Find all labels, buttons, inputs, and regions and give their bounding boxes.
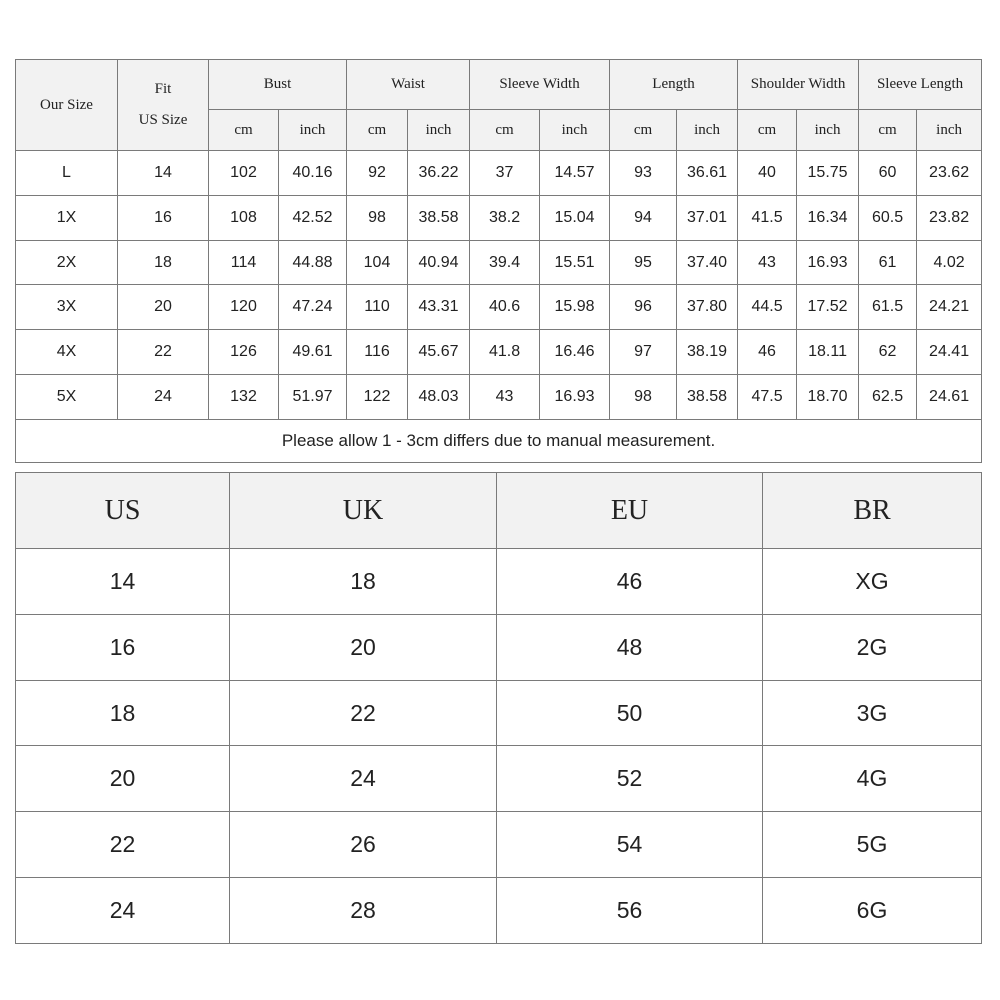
measurement-cell: 39.4 [470,240,540,285]
size-row [16,330,982,375]
measurement-cell: 4.02 [917,240,982,285]
measurement-cell: 23.82 [917,195,982,240]
measurement-cell: 41.8 [470,330,540,375]
header-us: US [16,473,230,549]
size-chart-table [15,59,982,463]
our-size-cell: 4X [16,330,118,375]
measurement-cell: 38.58 [408,195,470,240]
unit-inch: inch [540,110,610,151]
measurement-cell: 24.21 [917,285,982,330]
uk-size-cell: 26 [230,812,497,878]
our-size-cell: 3X [16,285,118,330]
us-size-cell: 14 [118,151,209,196]
eu-size-cell: 56 [497,878,763,944]
measurement-cell: 49.61 [279,330,347,375]
measurement-cell: 61.5 [859,285,917,330]
br-size-cell: XG [763,549,982,615]
unit-inch: inch [408,110,470,151]
unit-inch: inch [917,110,982,151]
us-size-cell: 20 [16,746,230,812]
measurement-cell: 102 [209,151,279,196]
our-size-cell: 1X [16,195,118,240]
eu-size-cell: 48 [497,614,763,680]
measurement-cell: 43.31 [408,285,470,330]
br-size-cell: 4G [763,746,982,812]
measurement-cell: 23.62 [917,151,982,196]
unit-cm: cm [738,110,797,151]
us-size-cell: 22 [118,330,209,375]
header-fit-us-size [118,60,209,151]
unit-cm: cm [209,110,279,151]
measurement-cell: 36.61 [677,151,738,196]
measurement-cell: 104 [347,240,408,285]
measurement-cell: 93 [610,151,677,196]
measurement-cell: 40 [738,151,797,196]
measurement-cell: 110 [347,285,408,330]
measurement-cell: 40.16 [279,151,347,196]
measurement-cell: 37.01 [677,195,738,240]
us-size-cell: 18 [16,680,230,746]
measurement-cell: 47.5 [738,375,797,420]
uk-size-cell: 18 [230,549,497,615]
header-uk: UK [230,473,497,549]
measurement-cell: 61 [859,240,917,285]
header-waist: Waist [347,60,470,110]
header-our-size: Our Size [16,60,118,151]
measurement-cell: 62.5 [859,375,917,420]
size-row [16,151,982,196]
measurement-cell: 60 [859,151,917,196]
header-us-size-label: US Size [138,112,188,128]
measurement-cell: 15.04 [540,195,610,240]
header-sleeve-width: Sleeve Width [470,60,610,110]
measurement-cell: 92 [347,151,408,196]
measurement-cell: 98 [347,195,408,240]
conversion-row [16,680,982,746]
measurement-cell: 16.46 [540,330,610,375]
header-fit-label: Fit [154,81,172,97]
measurement-cell: 43 [470,375,540,420]
unit-cm: cm [347,110,408,151]
measurement-cell: 37.40 [677,240,738,285]
measurement-cell: 38.2 [470,195,540,240]
measurement-cell: 44.88 [279,240,347,285]
eu-size-cell: 52 [497,746,763,812]
measurement-cell: 44.5 [738,285,797,330]
us-size-cell: 22 [16,812,230,878]
our-size-cell: 5X [16,375,118,420]
br-size-cell: 2G [763,614,982,680]
size-conversion-table [15,472,982,944]
measurement-cell: 46 [738,330,797,375]
unit-inch: inch [677,110,738,151]
measurement-cell: 40.94 [408,240,470,285]
measurement-cell: 16.93 [540,375,610,420]
measurement-cell: 24.41 [917,330,982,375]
measurement-cell: 15.51 [540,240,610,285]
measurement-cell: 15.75 [797,151,859,196]
br-size-cell: 3G [763,680,982,746]
br-size-cell: 5G [763,812,982,878]
measurement-cell: 18.70 [797,375,859,420]
uk-size-cell: 22 [230,680,497,746]
measurement-cell: 37 [470,151,540,196]
conversion-row [16,812,982,878]
us-size-cell: 20 [118,285,209,330]
measurement-cell: 47.24 [279,285,347,330]
measurement-cell: 37.80 [677,285,738,330]
header-sleeve-length: Sleeve Length [859,60,982,110]
conversion-body [16,549,982,944]
measurement-cell: 41.5 [738,195,797,240]
measurement-cell: 15.98 [540,285,610,330]
measurement-cell: 116 [347,330,408,375]
measurement-cell: 95 [610,240,677,285]
size-chart-body [16,151,982,420]
us-size-cell: 18 [118,240,209,285]
measurement-cell: 98 [610,375,677,420]
size-chart-header-row [16,60,982,110]
header-length: Length [610,60,738,110]
measurement-cell: 132 [209,375,279,420]
uk-size-cell: 20 [230,614,497,680]
our-size-cell: 2X [16,240,118,285]
measurement-cell: 24.61 [917,375,982,420]
measurement-cell: 94 [610,195,677,240]
size-row [16,285,982,330]
measurement-cell: 62 [859,330,917,375]
measurement-cell: 18.11 [797,330,859,375]
measurement-cell: 45.67 [408,330,470,375]
measurement-cell: 36.22 [408,151,470,196]
measurement-cell: 48.03 [408,375,470,420]
header-bust: Bust [209,60,347,110]
measurement-cell: 38.19 [677,330,738,375]
eu-size-cell: 54 [497,812,763,878]
measurement-cell: 43 [738,240,797,285]
unit-inch: inch [279,110,347,151]
us-size-cell: 16 [16,614,230,680]
measurement-note-row [16,420,982,463]
measurement-cell: 16.34 [797,195,859,240]
measurement-cell: 126 [209,330,279,375]
unit-cm: cm [859,110,917,151]
measurement-cell: 14.57 [540,151,610,196]
uk-size-cell: 28 [230,878,497,944]
measurement-cell: 122 [347,375,408,420]
measurement-cell: 38.58 [677,375,738,420]
our-size-cell: L [16,151,118,196]
measurement-cell: 51.97 [279,375,347,420]
measurement-cell: 120 [209,285,279,330]
conversion-row [16,614,982,680]
measurement-cell: 60.5 [859,195,917,240]
unit-cm: cm [470,110,540,151]
us-size-cell: 14 [16,549,230,615]
measurement-cell: 108 [209,195,279,240]
header-eu: EU [497,473,763,549]
conversion-row [16,878,982,944]
header-shoulder-width: Shoulder Width [738,60,859,110]
size-row [16,195,982,240]
size-row [16,375,982,420]
conversion-header-row [16,473,982,549]
measurement-cell: 97 [610,330,677,375]
measurement-note: Please allow 1 - 3cm differs due to manual measurement. [16,420,982,463]
conversion-row [16,549,982,615]
measurement-cell: 42.52 [279,195,347,240]
conversion-row [16,746,982,812]
eu-size-cell: 46 [497,549,763,615]
us-size-cell: 16 [118,195,209,240]
uk-size-cell: 24 [230,746,497,812]
br-size-cell: 6G [763,878,982,944]
measurement-cell: 114 [209,240,279,285]
us-size-cell: 24 [118,375,209,420]
us-size-cell: 24 [16,878,230,944]
measurement-cell: 96 [610,285,677,330]
measurement-cell: 17.52 [797,285,859,330]
measurement-cell: 40.6 [470,285,540,330]
unit-inch: inch [797,110,859,151]
measurement-cell: 16.93 [797,240,859,285]
eu-size-cell: 50 [497,680,763,746]
unit-cm: cm [610,110,677,151]
header-br: BR [763,473,982,549]
size-row [16,240,982,285]
